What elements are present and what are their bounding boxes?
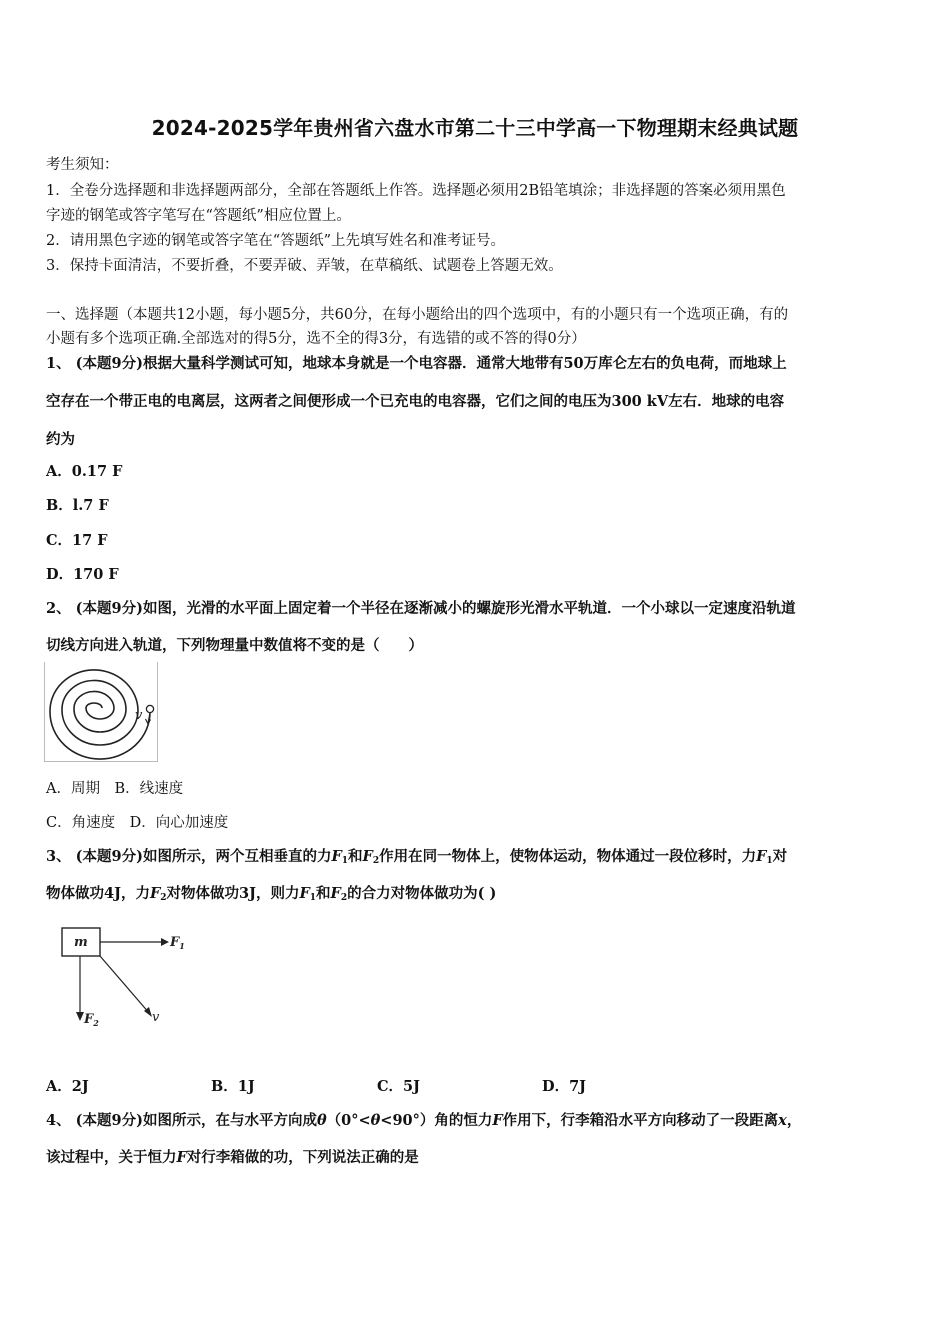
q1-line-1: 1、 (本题9分)根据大量科学测试可知，地球本身就是一个电容器．通常大地带有50万库仑左右的负电荷，而地球上 [46,355,787,372]
velocity-label: v [152,1010,160,1025]
q2-options-ab: A．周期 B．线速度 [46,781,184,797]
mass-label: m [74,935,88,950]
q3-option-a: A．2J [46,1078,89,1095]
q4-line-2: 该过程中，关于恒力F对行李箱做的功，下列说法正确的是 [46,1149,419,1166]
f1-label: $F_1$ [170,935,185,951]
f2-label: $F_2$ [84,1012,99,1028]
section-line-1: 一、选择题（本题共12小题，每小题5分，共60分，在每小题给出的四个选项中，有的小题只有一个选项正确，有的 [46,307,789,323]
q3-line-1: 3、 (本题9分)如图所示，两个互相垂直的力$F_1$和$F_2$作用在同一物体上，使物体运动，物体通过一段位移时，力$F_1$对 [46,848,788,866]
q1-option-a: A．0.17 F [46,463,123,480]
ball-icon [146,705,153,712]
spiral-track-figure [44,662,160,764]
notice-item-1-line-1: 1．全卷分选择题和非选择题两部分，全部在答题纸上作答。选择题必须用2B铅笔填涂；非选择题的答案必须用黑色 [46,183,786,199]
q2-line-2: 切线方向进入轨道，下列物理量中数值将不变的是（ ） [46,637,423,654]
q3-option-b: B．1J [211,1078,255,1095]
q2-options-cd: C．角速度 D．向心加速度 [46,815,229,831]
q1-option-d: D．170 F [46,566,119,583]
q3-option-d: D．7J [542,1078,587,1095]
q4-line-1: 4、 (本题9分)如图所示，在与水平方向成θ（0°<θ<90°）角的恒力F作用下，行李箱沿水平方向移动了一段距离x， [46,1112,802,1129]
q1-line-3: 约为 [46,431,75,448]
q1-option-b: B．l.7 F [46,497,109,514]
notice-item-3: 3．保持卡面清洁，不要折叠，不要弄破、弄皱，在草稿纸、试题卷上答题无效。 [46,258,563,274]
notice-item-1-line-2: 字迹的钢笔或答字笔写在“答题纸”相应位置上。 [46,208,351,224]
velocity-label: v [135,708,143,723]
q1-option-c: C．17 F [46,532,108,549]
q1-line-2: 空存在一个带正电的电离层，这两者之间便形成一个已充电的电容器，它们之间的电压为300 kV左右．地球的电容 [46,393,785,410]
q2-line-1: 2、 (本题9分)如图，光滑的水平面上固定着一个半径在逐渐减小的螺旋形光滑水平轨道．一个小球以一定速度沿轨道 [46,600,796,617]
q3-option-c: C．5J [377,1078,420,1095]
force-diagram-figure [56,922,206,1032]
notice-heading: 考生须知： [46,157,119,173]
page-title: 2024-2025学年贵州省六盘水市第二十三中学高一下物理期末经典试题 [151,116,799,140]
notice-item-2: 2．请用黑色字迹的钢笔或答字笔在“答题纸”上先填写姓名和准考证号。 [46,233,506,249]
section-line-2: 小题有多个选项正确.全部选对的得5分，选不全的得3分，有选错的或不答的得0分） [46,331,586,347]
q3-line-2: 物体做功4J，力$F_2$对物体做功3J，则力$F_1$和$F_2$的合力对物体做功为( ) [46,885,497,903]
